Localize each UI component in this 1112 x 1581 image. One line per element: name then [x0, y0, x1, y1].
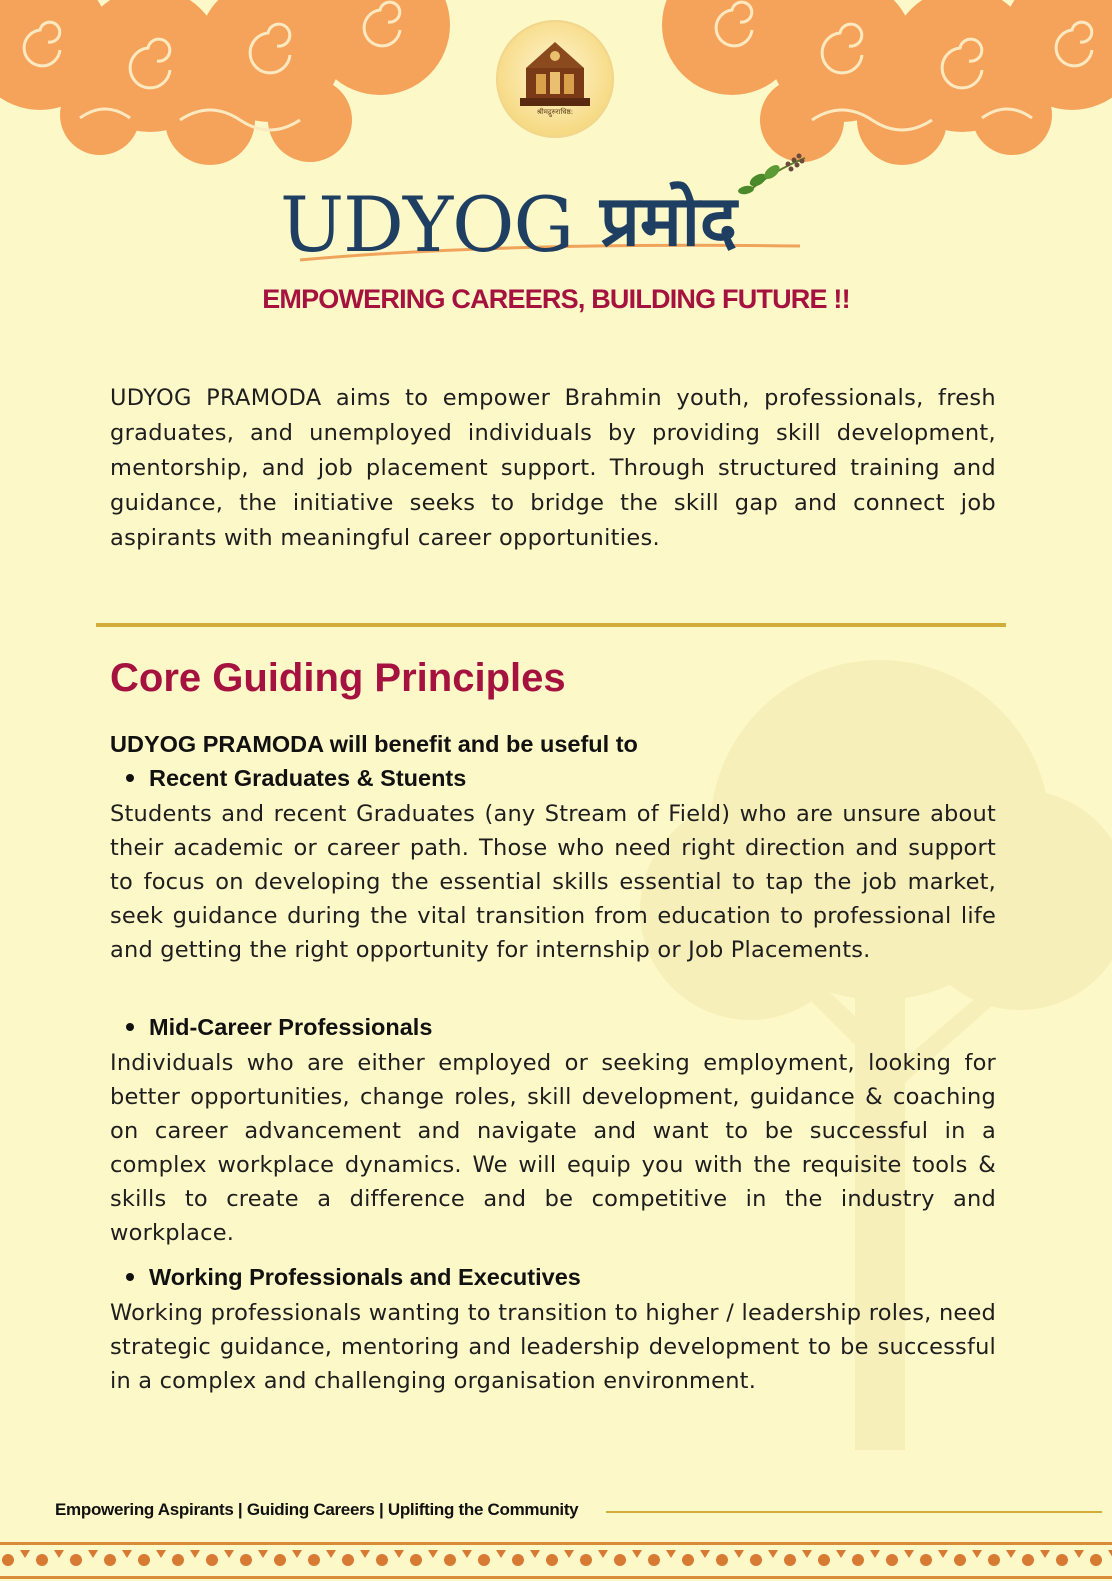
- border-motif: [1056, 1554, 1068, 1566]
- border-motif: [580, 1554, 592, 1566]
- border-motif: [1022, 1554, 1034, 1566]
- border-motif: [138, 1554, 150, 1566]
- tagline: EMPOWERING CAREERS, BUILDING FUTURE !!: [262, 284, 850, 314]
- bullet-text-mid-career: Individuals who are either employed or seeking employment, looking for better opportunities, change roles, skill development, guidance & coaching on career advancement and navigate and want to be successful in a complex workplace dynamics. We will equip you with the requisite tools & skills to create a difference and be competitive in the industry and workplace.: [110, 1050, 996, 1246]
- border-motif: [104, 1554, 116, 1566]
- border-motif: [342, 1554, 354, 1566]
- border-motif: [478, 1554, 490, 1566]
- border-motif: [716, 1554, 728, 1566]
- border-motif: [206, 1554, 218, 1566]
- decorative-border: [0, 1540, 1112, 1581]
- bullet-heading-executives: Working Professionals and Executives: [126, 1264, 581, 1291]
- border-motif: [954, 1554, 966, 1566]
- bullet-icon: [126, 1273, 134, 1281]
- border-motif: [1090, 1554, 1102, 1566]
- udyog-pramod-logo: [280, 150, 820, 275]
- border-motif: [614, 1554, 626, 1566]
- border-motif: [682, 1554, 694, 1566]
- footer-tagline: Empowering Aspirants | Guiding Careers | Uplifting the Community: [55, 1500, 579, 1519]
- cloud-ornament-left: [0, 0, 470, 170]
- border-motif: [920, 1554, 932, 1566]
- section-divider: [96, 623, 1006, 627]
- logo-english-text: UDYOG: [280, 180, 574, 269]
- temple-emblem: [496, 20, 614, 138]
- border-motif: [70, 1554, 82, 1566]
- section-title: Core Guiding Principles: [110, 656, 566, 700]
- border-motif: [308, 1554, 320, 1566]
- logo-hindi-text: प्रमोद: [600, 180, 737, 262]
- border-motif: [784, 1554, 796, 1566]
- footer-line: [606, 1511, 1102, 1513]
- bullet-text-graduates: Students and recent Graduates (any Stream of Field) who are unsure about their academic or career path. Those who need right direction and support to focus on developing the essential skills essential to tap the job market, seek guidance during the vital transition from education to professional life and getting the right opportunity for internship or Job Placements.: [110, 801, 996, 963]
- bullet-heading-mid-career: Mid-Career Professionals: [126, 1014, 432, 1041]
- border-motif: [36, 1554, 48, 1566]
- border-motif: [988, 1554, 1000, 1566]
- bullet-heading-graduates: Recent Graduates & Stuents: [126, 765, 466, 792]
- temple-icon: [496, 20, 614, 138]
- border-motif: [172, 1554, 184, 1566]
- bullet-text-executives: Working professionals wanting to transition to higher / leadership roles, need strategic guidance, mentoring and leadership development to be successful in a complex and challenging organisation environment.: [110, 1300, 996, 1394]
- border-motif: [886, 1554, 898, 1566]
- border-motif: [512, 1554, 524, 1566]
- intro-paragraph: UDYOG PRAMODA aims to empower Brahmin youth, professionals, fresh graduates, and unemployed individuals by providing skill development, mentorship, and job placement support. Through structured training and guidance, the initiative seeks to bridge the skill gap and connect job aspirants with meaningful career opportunities.: [110, 385, 996, 551]
- border-motif: [2, 1554, 14, 1566]
- border-motif: [648, 1554, 660, 1566]
- border-motif: [376, 1554, 388, 1566]
- border-motif: [240, 1554, 252, 1566]
- benefit-lead: UDYOG PRAMODA will benefit and be useful to: [110, 731, 638, 757]
- cloud-ornament-right: [642, 0, 1112, 170]
- border-motif: [274, 1554, 286, 1566]
- bullet-icon: [126, 1023, 134, 1031]
- border-motif: [444, 1554, 456, 1566]
- border-motif: [546, 1554, 558, 1566]
- bullet-icon: [126, 774, 134, 782]
- border-motif: [818, 1554, 830, 1566]
- border-motif: [852, 1554, 864, 1566]
- border-motif: [410, 1554, 422, 1566]
- border-motif: [750, 1554, 762, 1566]
- emblem-caption: श्रीमद्गुरुराधिष्ठ:: [536, 108, 574, 116]
